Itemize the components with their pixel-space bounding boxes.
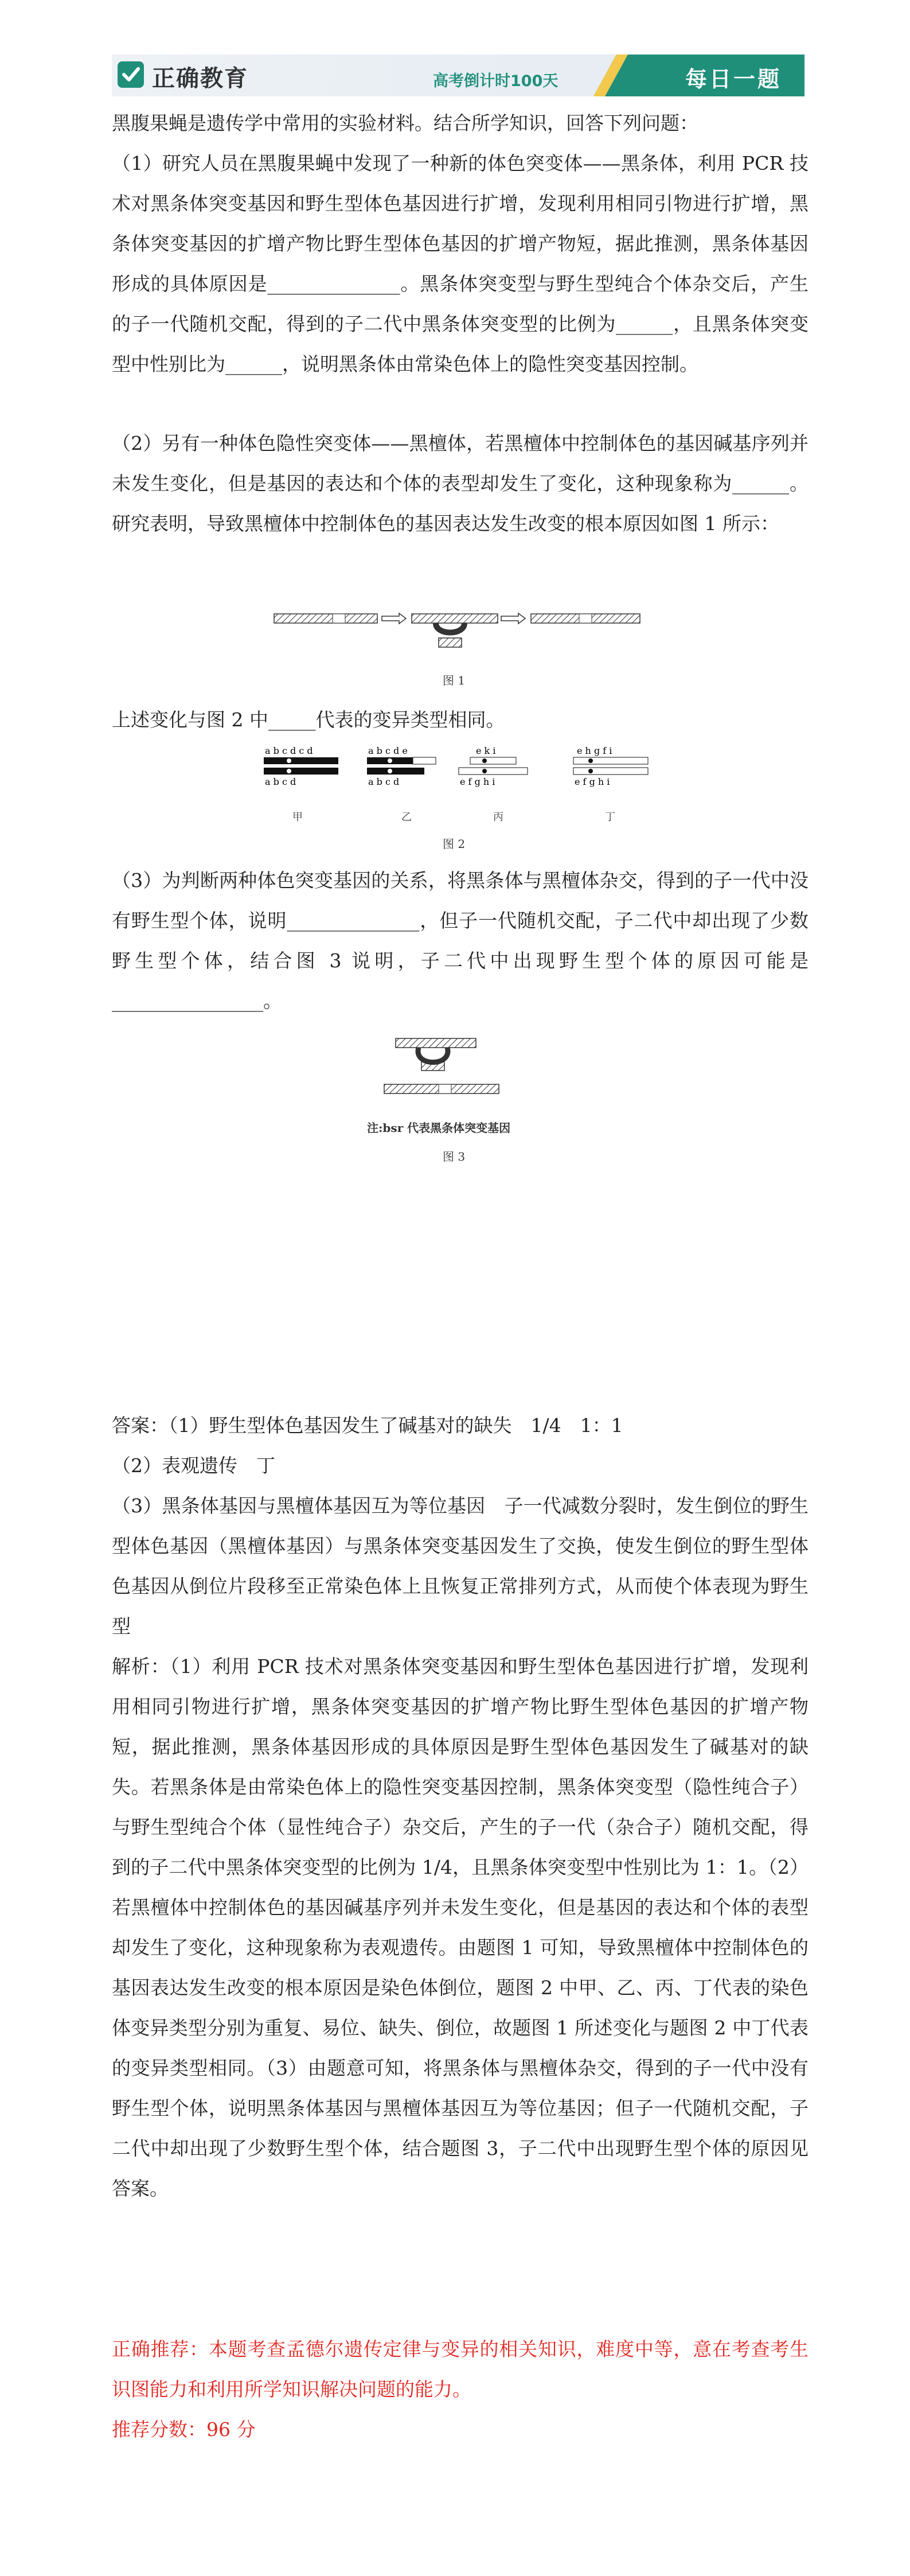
fig2-label-bing: 丙: [493, 811, 503, 823]
figure-2-diagram: [252, 746, 665, 803]
figure-3-caption: 图 3: [443, 1150, 466, 1164]
figure-3-note: 注:bsr 代表黑条体突变基因: [367, 1121, 511, 1135]
recommendation-text: 正确推荐：本题考查孟德尔遗传定律与变异的相关知识，难度中等，意在考查考生识图能力和利用所学知识解决问题的能力。: [112, 2338, 809, 2400]
figure-1-caption: 图 1: [443, 674, 466, 687]
header-banner: [112, 55, 804, 96]
recommendation-score: 推荐分数：96 分: [112, 2418, 256, 2441]
countdown-text: 高考倒计时100天: [433, 72, 559, 90]
question-part2b: 上述变化与图 2 中_____代表的变异类型相同。: [112, 709, 505, 731]
fig2-yi-bottom-letters: a b c d: [368, 776, 400, 787]
fig2-bing-bottom-letters: e f g h i: [460, 776, 495, 787]
section-title: 每日一题: [685, 67, 782, 92]
fig2-jia-bottom-letters: a b c d: [265, 776, 296, 787]
fig2-yi-top-letters: a b c d e: [368, 746, 408, 756]
question-part3: （3）为判断两种体色突变基因的关系，将黑条体与黑檀体杂交，得到的子一代中没有野生型个体，说明______________，但子一代随机交配，子二代中却出现了少数野生型个体，结合图 3 说明，子二代中出现野生型个体的原因可能是________________。: [112, 869, 809, 1012]
fig2-label-yi: 乙: [401, 811, 412, 823]
fig2-label-jia: 甲: [292, 811, 303, 823]
answer-line3: （3）黑条体基因与黑檀体基因互为等位基因 子一代减数分裂时，发生倒位的野生型体色基因（黑檀体基因）与黑条体突变基因发生了交换，使发生倒位的野生型体色基因从倒位片段移至正常染色体上且恢复正常排列方式，从而使个体表现为野生型: [112, 1495, 809, 1637]
fig2-label-ding: 丁: [605, 811, 615, 823]
answer-line1: 答案：（1）野生型体色基因发生了碱基对的缺失 1/4 1：1: [112, 1414, 623, 1437]
question-part1: （1）研究人员在黑腹果蝇中发现了一种新的体色突变体——黑条体，利用 PCR 技术对黑条体突变基因和野生型体色基因进行扩增，发现利用相同引物进行扩增，黑条体突变基因的扩增产物比野生型体色基因的扩增产物短，据此推测，黑条体基因形成的具体原因是______________。黑条体突变型与野生型纯合个体杂交后，产生的子一代随机交配，得到的子二代中黑条体突变型的比例为______，且黑条体突变型中性别比为______，说明黑条体由常染色体上的隐性突变基因控制。: [112, 152, 809, 375]
figure-2-caption: 图 2: [443, 837, 466, 851]
figure-3-diagram: [378, 1033, 528, 1102]
question-part2: （2）另有一种体色隐性突变体——黑檀体，若黑檀体中控制体色的基因碱基序列并未发生变化，但是基因的表达和个体的表型却发生了变化，这种现象称为______。研究表明，导致黑檀体中控制体色的基因表达发生改变的根本原因如图 1 所示：: [112, 432, 809, 535]
analysis-text: 解析：（1）利用 PCR 技术对黑条体突变基因和野生型体色基因进行扩增，发现利用相同引物进行扩增，黑条体突变基因的扩增产物比野生型体色基因的扩增产物短，据此推测，黑条体基因形成的具体原因是野生型体色基因发生了碱基对的缺失。若黑条体是由常染色体上的隐性突变基因控制，黑条体突变型（隐性纯合子）与野生型纯合个体（显性纯合子）杂交后，产生的子一代（杂合子）随机交配，得到的子二代中黑条体突变型的比例为 1/4，且黑条体突变型中性别比为 1：1。（2）若黑檀体中控制体色的基因碱基序列并未发生变化，但是基因的表达和个体的表型却发生了变化，这种现象称为表观遗传。由题图 1 可知，导致黑檀体中控制体色的基因表达发生改变的根本原因是染色体倒位，题图 2 中甲、乙、丙、丁代表的染色体变异类型分别为重复、易位、缺失、倒位，故题图 1 所述变化与题图 2 中丁代表的变异类型相同。（3）由题意可知，将黑条体与黑檀体杂交，得到的子一代中没有野生型个体，说明黑条体基因与黑檀体基因互为等位基因；但子一代随机交配，子二代中却出现了少数野生型个体，结合题图 3，子二代中出现野生型个体的原因见答案。: [112, 1655, 809, 2200]
figure-1-diagram: [270, 602, 648, 660]
question-intro: 黑腹果蝇是遗传学中常用的实验材料。结合所学知识，回答下列问题：: [112, 112, 698, 134]
fig2-ding-top-letters: e h g f i: [577, 746, 612, 756]
brand-logo-text: 正确教育: [152, 65, 248, 92]
fig2-ding-bottom-letters: e f g h i: [575, 776, 610, 787]
answer-line2: （2）表观遗传 丁: [112, 1454, 275, 1477]
fig2-jia-top-letters: a b c d c d: [265, 746, 313, 756]
checkmark-logo-icon: [118, 61, 144, 88]
fig2-bing-top-letters: e k i: [476, 746, 496, 756]
